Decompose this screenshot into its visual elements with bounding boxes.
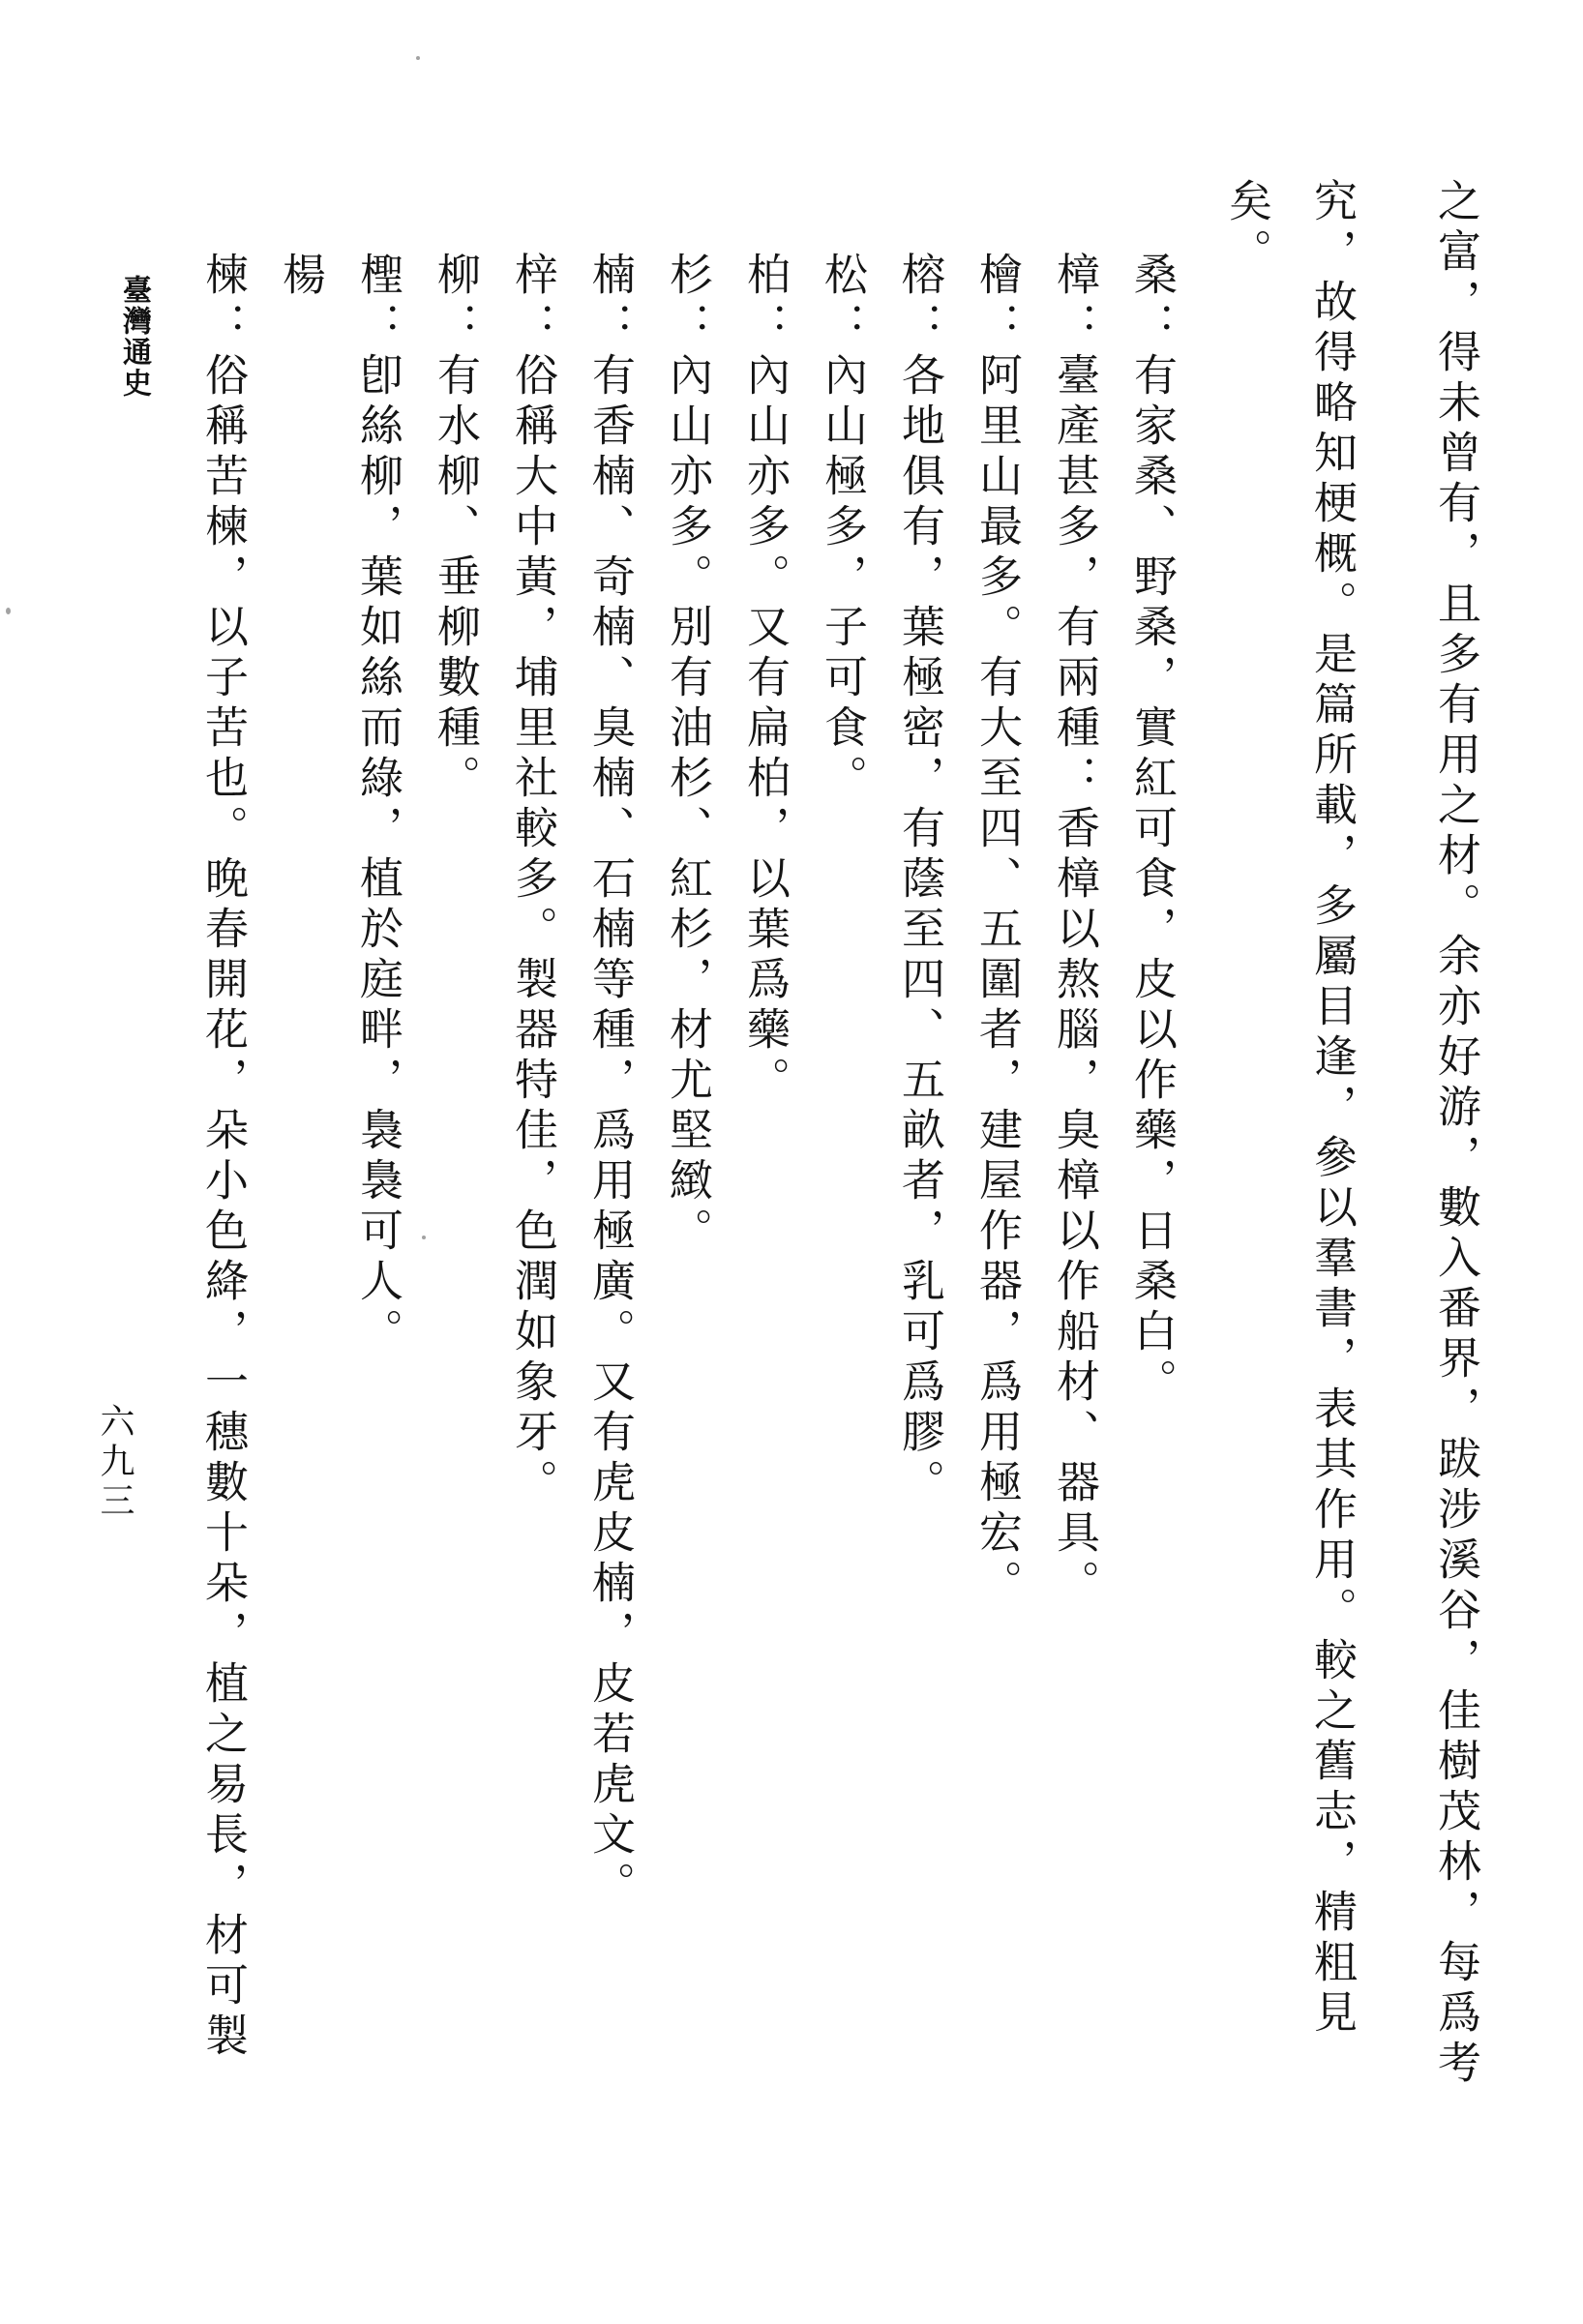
entry-column-pine: 松：內山極多，子可食。 — [818, 252, 866, 805]
text-column-intro-3: 矣。 — [1222, 178, 1270, 279]
text-column-intro-1: 之富，得未曾有，且多有用之材。余亦好游，數入番界，跋涉溪谷，佳樹茂林，每爲考 — [1431, 178, 1479, 2090]
entry-column-mulberry: 桑：有家桑、野桑，實紅可食，皮以作藥，日桑白。 — [1127, 252, 1176, 1409]
entry-column-nanmu: 楠：有香楠、奇楠、臭楠、石楠等種，爲用極廣。又有虎皮楠，皮若虎文。 — [585, 252, 634, 1912]
book-title: 臺灣通史 — [118, 275, 150, 399]
scan-speck — [6, 608, 11, 614]
scan-speck — [416, 56, 420, 60]
entry-column-chinaberry: 楝：俗稱苦楝，以子苦也。晚春開花，朵小色絳，一穗數十朵，植之易長，材可製 — [198, 252, 247, 2063]
entry-column-catalpa: 梓：俗稱大中黃，埔里社較多。製器特佳，色潤如象牙。 — [508, 252, 556, 1509]
page-number: 六九三 — [96, 1403, 134, 1522]
text-column-intro-2: 究，故得略知梗概。是篇所載，多屬目逢，參以羣書，表其作用。較之舊志，精粗見 — [1307, 178, 1356, 2040]
body-text — [184, 178, 1498, 2278]
scan-speck — [422, 1236, 426, 1239]
entry-column-banyan: 榕：各地俱有，葉極密，有蔭至四、五畝者，乳可爲膠。 — [895, 252, 943, 1509]
entry-column-cypress: 檜：阿里山最多。有大至四、五圍者，建屋作器，爲用極宏。 — [972, 252, 1021, 1610]
entry-column-willow: 柳：有水柳、垂柳數種。 — [431, 252, 479, 805]
entry-column-tamarisk: 檉：卽絲柳，葉如絲而綠，植於庭畔，裊裊可人。 — [353, 252, 402, 1358]
entry-column-cedar: 柏：內山亦多。又有扁柏，以葉爲藥。 — [740, 252, 789, 1107]
entry-column-poplar: 楊 — [276, 252, 324, 302]
entry-column-camphor: 樟：臺產甚多，有兩種：香樟以熬腦，臭樟以作船材、器具。 — [1050, 252, 1098, 1610]
entry-column-fir: 杉：內山亦多。別有油杉、紅杉，材尤堅緻。 — [663, 252, 711, 1258]
